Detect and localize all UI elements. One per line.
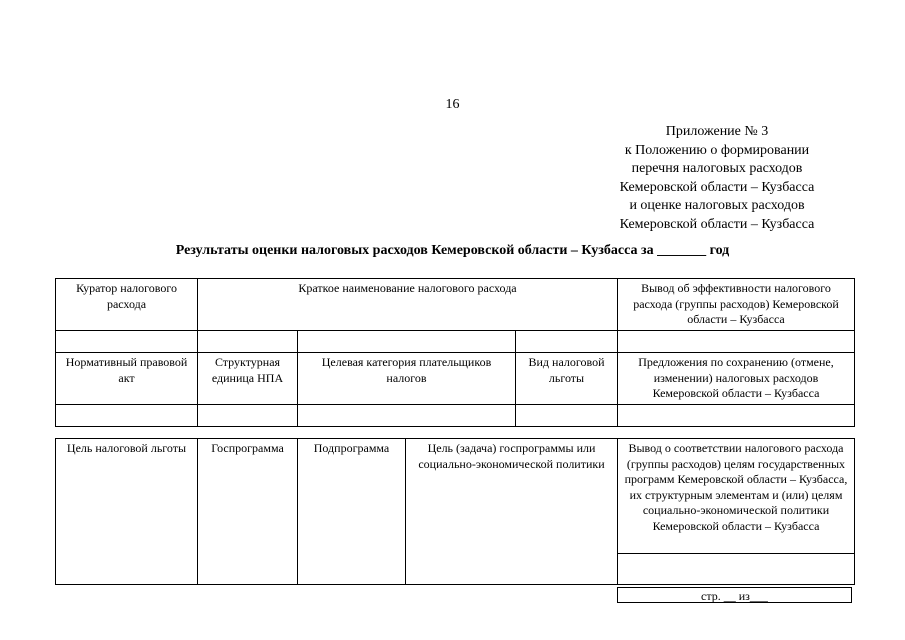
header-cell: Целевая категория плательщиков налогов	[298, 353, 516, 405]
page-counter: стр. __ из___	[617, 587, 852, 603]
appendix-line: к Положению о формировании	[624, 142, 810, 158]
page-number: 16	[445, 97, 460, 112]
table-cell[interactable]	[516, 404, 618, 426]
appendix-line: Кемеровской области – Кузбасса	[619, 179, 815, 195]
appendix-line: Кемеровской области – Кузбасса	[619, 216, 815, 232]
table-header-row	[56, 279, 855, 331]
table-cell[interactable]	[298, 331, 516, 353]
header-cell	[198, 439, 298, 585]
appendix-line: и оценке налоговых расходов	[629, 198, 805, 214]
header-cell	[406, 439, 618, 585]
header-cell-label: Подпрограмма	[313, 441, 390, 455]
results-table	[55, 278, 855, 427]
goals-table	[55, 438, 855, 585]
header-cell	[198, 279, 618, 331]
header-cell-label: Краткое наименование налогового расхода	[298, 281, 517, 295]
appendix-line: Приложение № 3	[665, 124, 769, 139]
header-cell: Структурная единица НПА	[198, 353, 298, 405]
table-row	[56, 331, 855, 353]
header-cell: Нормативный правовой акт	[56, 353, 198, 405]
table-cell[interactable]	[298, 404, 516, 426]
header-cell-label: Госпрограмма	[211, 441, 284, 455]
table-cell[interactable]	[618, 331, 855, 353]
header-cell-label: Цель (задача) госпрограммы или социально-экономической политики	[418, 441, 605, 471]
header-cell: Вид налоговой льготы	[516, 353, 618, 405]
appendix-line: перечня налоговых расходов	[631, 161, 803, 177]
table-header-row	[56, 353, 855, 405]
header-cell	[56, 439, 198, 585]
table-row	[56, 404, 855, 426]
table-cell[interactable]	[56, 331, 198, 353]
header-cell-label: Цель налоговой льготы	[66, 441, 187, 455]
header-cell: Вывод об эффективности налогового расхода (группы расходов) Кемеровской области – Кузбасса	[618, 279, 855, 331]
table-cell[interactable]	[516, 331, 618, 353]
table-cell[interactable]	[198, 404, 298, 426]
header-cell	[298, 439, 406, 585]
header-cell: Предложения по сохранению (отмене, изменении) налоговых расходов Кемеровской области – Кузбасса	[618, 353, 855, 405]
table-header-row	[56, 439, 855, 554]
table-cell[interactable]	[618, 404, 855, 426]
table-cell[interactable]	[618, 554, 855, 585]
document-title: Результаты оценки налоговых расходов Кемеровской области – Кузбасса за _______ год	[175, 243, 730, 258]
table-cell[interactable]	[56, 404, 198, 426]
header-cell: Куратор налогового расхода	[56, 279, 198, 331]
appendix-caption	[597, 123, 837, 235]
table-cell[interactable]	[198, 331, 298, 353]
header-cell: Вывод о соответствии налогового расхода (группы расходов) целям государственных программ Кемеровской области – Кузбасса, их структурным элементам и (или) целям социально-экономической политики Кемеровской области – Кузбасса	[618, 439, 855, 554]
